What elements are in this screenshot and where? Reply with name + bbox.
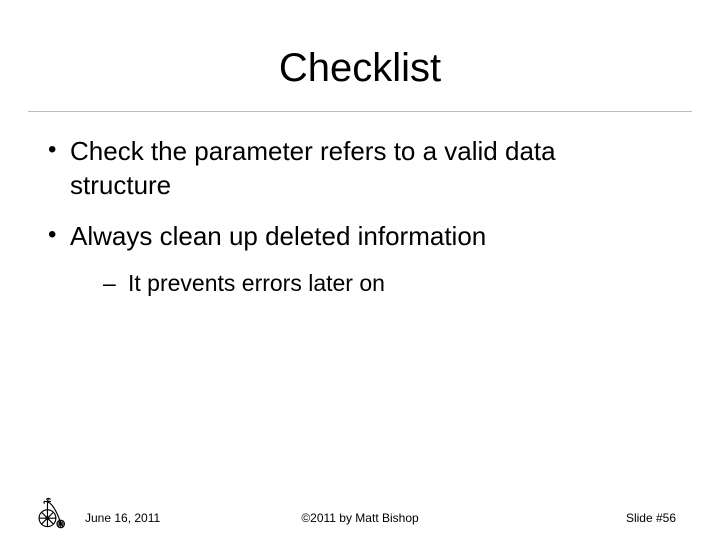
footer-copyright: ©2011 by Matt Bishop [301, 511, 419, 525]
sub-bullet-item-1 [103, 269, 688, 299]
slide-body [48, 134, 688, 299]
bullet-text-1: Check the parameter refers to a valid data structure [70, 136, 556, 201]
title-divider [28, 111, 692, 112]
sub-bullet-text-1: It prevents errors later on [128, 269, 385, 296]
dash-icon: – [103, 269, 116, 296]
penny-farthing-icon [36, 492, 66, 532]
bullet-item-1 [48, 134, 688, 203]
slide-title: Checklist [278, 46, 442, 90]
footer-date: June 16, 2011 [85, 511, 161, 525]
bullet-icon: • [48, 220, 57, 248]
slide-footer [0, 492, 720, 540]
bullet-icon: • [48, 136, 57, 163]
bullet-text-2: Always clean up deleted information [70, 220, 487, 251]
footer-slide-number: Slide #56 [625, 511, 676, 525]
bullet-item-2 [48, 219, 688, 253]
